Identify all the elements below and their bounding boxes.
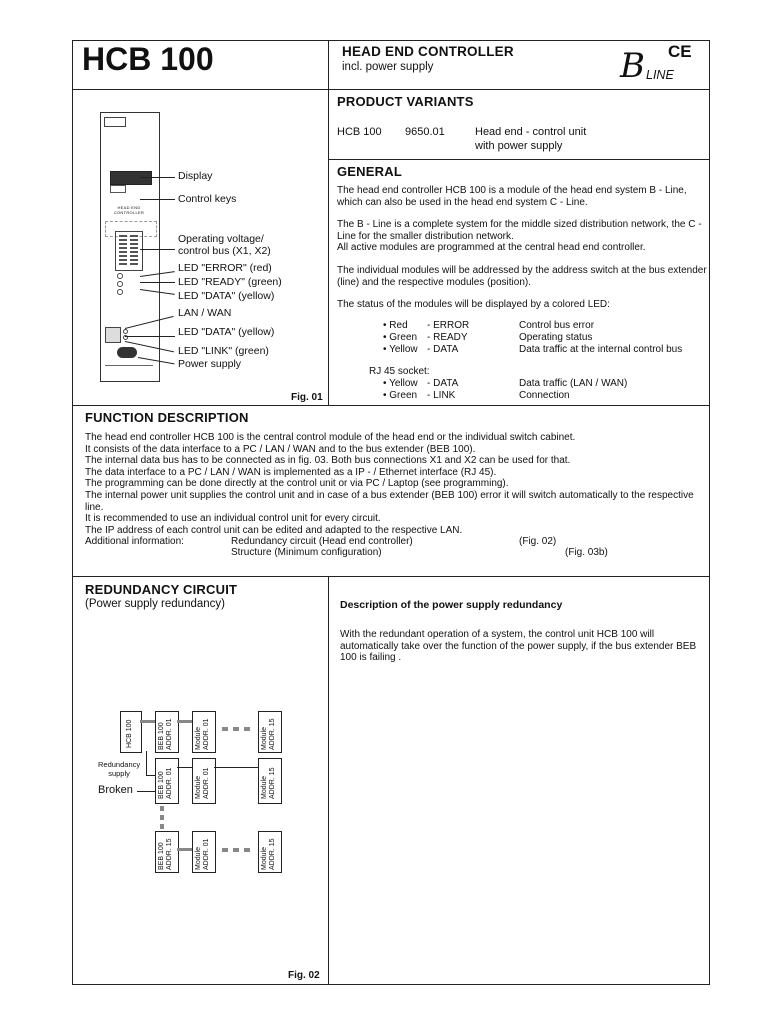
redundancy-line (146, 775, 155, 776)
broken-pointer (137, 791, 157, 792)
bline-logo: B LINE CE (620, 42, 692, 86)
general-text: The head end controller HCB 100 is a module of the head end system B - Line, which can also be used in the head end system C - Line. The B - Line is a complete system for the middle sized distribution network, the C - Line for the smaller distribution network. All active modules are programmed at the central head end controller. The individual modules will be addressed by the address switch at the bus extender (line) and the respective modules (position). The status of the modules will be displayed by a colored LED: (337, 185, 707, 311)
label-operating-voltage: Operating voltage/ control bus (X1, X2) (178, 233, 271, 257)
bus-connector (115, 231, 143, 271)
divider (328, 40, 329, 405)
variant-description: Head end - control unit with power supply (475, 126, 587, 152)
divider (328, 159, 710, 160)
label-led-ready: LED "READY" (green) (178, 276, 282, 288)
power-connector[interactable] (117, 347, 137, 358)
rj45-socket[interactable] (105, 327, 121, 343)
label-display: Display (178, 170, 213, 182)
led-table (369, 320, 713, 402)
bus-link (177, 848, 192, 851)
display-screen (110, 171, 152, 185)
redundancy-desc-heading: Description of the power supply redundancy (340, 599, 563, 611)
general-heading: GENERAL (337, 164, 402, 179)
label-power-supply: Power supply (178, 358, 242, 370)
pointer-line (140, 177, 175, 178)
bus-dash (233, 727, 239, 731)
broken-label: Broken (98, 784, 133, 796)
model-title: HCB 100 (82, 41, 214, 77)
function-text: The head end controller HCB 100 is the central control module of the head end or the individual switch cabinet. It consists of the data interface to a PC / LAN / WAN and to the bus extender (BEB 100). The internal data bus has to be connected as in fig. 03. Both bus connections X1 and X2 can be used for that. The data interface to a PC / LAN / WAN is implemented as a IP - / Ethernet interface (RJ 45). The programming can be done directly at the control unit or via PC / Laptop (see programming). The internal power unit supplies the control unit and in case of a bus extender (BEB 100) error it will switch automatically to the respective line. It is recommended to use an individual control unit for every circuit. The IP address of each control unit can be edited and adapted to the respective LAN. (85, 432, 694, 536)
bus-dash (244, 848, 250, 852)
module-row2-01-box: Module ADDR. 01 (192, 758, 216, 804)
redundancy-desc-text: With the redundant operation of a system, the control unit HCB 100 will automatically take over the function of the power supply, if the bus extender BEB 100 is failing . (340, 629, 697, 664)
label-control-keys: Control keys (178, 193, 237, 205)
bus-arrow (214, 767, 258, 768)
ref-fig-02: (Fig. 02) (519, 536, 557, 547)
module-row3-01-box: Module ADDR. 01 (192, 831, 216, 873)
ce-mark: CE (668, 42, 692, 61)
module-01-box: Module ADDR. 01 (192, 711, 216, 753)
variant-model: HCB 100 (337, 126, 382, 138)
led-error (117, 273, 123, 279)
function-heading: FUNCTION DESCRIPTION (85, 410, 249, 425)
device-brand: HEAD END CONTROLLER (113, 205, 145, 215)
bus-link (140, 720, 155, 723)
led-row: • Yellow - DATA Data traffic (LAN / WAN) (383, 377, 628, 389)
beb-02-box: BEB 100 ADDR. 01 (155, 758, 179, 804)
redundancy-heading: REDUNDANCY CIRCUIT (85, 582, 238, 597)
module-15-box: Module ADDR. 15 (258, 711, 282, 753)
rj45-title: RJ 45 socket: (369, 366, 430, 378)
additional-info-label: Additional information: (85, 536, 184, 547)
header-title: HEAD END CONTROLLER (342, 44, 514, 59)
label-led-data-lan: LED "DATA" (yellow) (178, 326, 275, 338)
led-row: • Yellow - DATA Data traffic at the internal control bus (383, 343, 683, 355)
module-row3-15-box: Module ADDR. 15 (258, 831, 282, 873)
hcb-box: HCB 100 (120, 711, 142, 753)
bus-dash (233, 848, 239, 852)
bus-arrow (177, 767, 192, 768)
fig-01-caption: Fig. 01 (291, 392, 323, 403)
led-row: • Red - ERROR Control bus error (383, 320, 595, 331)
redundancy-supply-label: Redundancy supply (98, 760, 141, 778)
ref-fig-03b: (Fig. 03b) (565, 547, 608, 558)
beb-15-box: BEB 100 ADDR. 15 (155, 831, 179, 873)
label-led-data: LED "DATA" (yellow) (178, 290, 275, 302)
module-row2-15-box: Module ADDR. 15 (258, 758, 282, 804)
beb-01-box: BEB 100 ADDR. 01 (155, 711, 179, 753)
ref-structure: Structure (Minimum configuration) (231, 547, 382, 558)
control-key[interactable] (110, 185, 126, 193)
redundancy-subheading: (Power supply redundancy) (85, 598, 225, 610)
led-data (117, 289, 123, 295)
led-ready (117, 281, 123, 287)
bus-dash (222, 848, 228, 852)
label-lan-wan: LAN / WAN (178, 307, 232, 319)
device-logo (104, 117, 126, 127)
bus-dash (222, 727, 228, 731)
bus-dash (160, 824, 164, 829)
variant-code: 9650.01 (405, 126, 445, 138)
divider (72, 405, 710, 406)
led-row: • Green - LINK Connection (383, 389, 570, 401)
bus-link (177, 720, 192, 723)
bus-dash (160, 815, 164, 820)
redundancy-line (146, 751, 147, 775)
led-data-lan (123, 329, 128, 334)
bus-dash (160, 806, 164, 811)
divider (72, 89, 710, 90)
pointer-line (140, 249, 175, 250)
fig-02-caption: Fig. 02 (288, 970, 320, 981)
ref-redundancy: Redundancy circuit (Head end controller) (231, 536, 413, 547)
led-row: • Green - READY Operating status (383, 331, 593, 343)
divider (72, 576, 710, 577)
product-variants-heading: PRODUCT VARIANTS (337, 94, 474, 109)
label-led-link: LED "LINK" (green) (178, 345, 269, 357)
pointer-line (140, 199, 175, 200)
label-led-error: LED "ERROR" (red) (178, 262, 272, 274)
bus-dash (244, 727, 250, 731)
device-footer (105, 365, 153, 370)
header-subtitle: incl. power supply (342, 61, 434, 73)
pointer-line (125, 336, 175, 337)
divider (328, 576, 329, 985)
pointer-line (140, 282, 175, 283)
